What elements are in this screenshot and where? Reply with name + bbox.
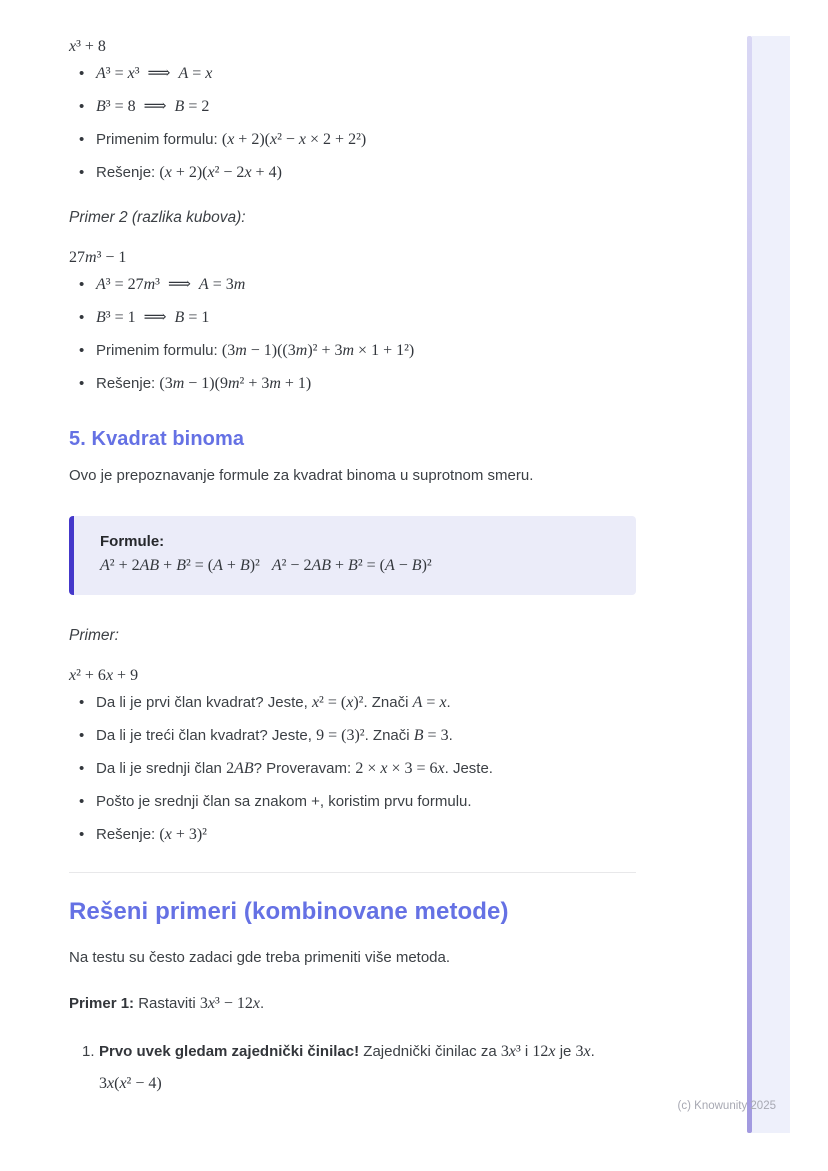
step-text: Rešenje: (96, 164, 160, 181)
math-step: 3x³ (500, 1043, 521, 1060)
step-text: i (520, 1043, 533, 1060)
list-item (69, 64, 636, 84)
math-step: (x + 3)² (159, 826, 207, 843)
math-step: 9 = (3)² (316, 727, 365, 744)
primer-1-text: Rastaviti (134, 995, 200, 1012)
list-item (69, 726, 636, 746)
expression-trinomial: x² + 6x + 9 (69, 667, 139, 684)
math-step: B³ = 8 ⟹ B = 2 (96, 98, 210, 115)
math-step: A³ = x³ ⟹ A = x (96, 65, 213, 82)
list-item (69, 374, 636, 394)
expression-sum-of-cubes: x³ + 8 (69, 38, 106, 55)
primer-1-label: Primer 1: (69, 995, 135, 1012)
list-item (69, 792, 636, 812)
math-step: 2AB (226, 760, 254, 777)
item-number: 1. (82, 1043, 95, 1060)
formula-square-plus: A² + 2AB + B² = (A + B)² (100, 557, 260, 574)
math-step: (x + 2)(x² − 2x + 4) (159, 164, 282, 181)
callout-title: Formule: (100, 533, 165, 550)
math-step: x² = (x)² (311, 694, 364, 711)
list-item (69, 693, 636, 713)
step-text: Da li je treći član kvadrat? Jeste, (96, 727, 317, 744)
step-text: Da li je prvi član kvadrat? Jeste, (96, 694, 312, 711)
list-item (69, 97, 636, 117)
step-text: . (590, 1043, 595, 1060)
step-text: ? Proveravam: (253, 760, 356, 777)
primer-1-line (69, 993, 636, 1014)
example-label: Primer: (69, 627, 119, 644)
list-item (69, 308, 636, 328)
step-text: . (448, 727, 453, 744)
example-2-label: Primer 2 (razlika kubova): (69, 209, 246, 226)
math-step: B³ = 1 ⟹ B = 1 (96, 309, 210, 326)
math-step: 3x (575, 1043, 591, 1060)
scrollbar-thumb[interactable] (747, 36, 752, 1133)
list-item (69, 341, 636, 361)
page-edge-panel (752, 36, 790, 1133)
step-text: Pošto je srednji član sa znakom +, koristim prvu formulu. (96, 793, 472, 810)
formula-square-minus: A² − 2AB + B² = (A − B)² (271, 557, 432, 574)
step-text: Rešenje: (96, 826, 160, 843)
math-step: (3m − 1)(9m² + 3m + 1) (159, 375, 312, 392)
step-text: Primenim formulu: (96, 342, 222, 359)
section-divider (69, 872, 636, 873)
section-intro: Na testu su često zadaci gde treba primeniti više metoda. (69, 949, 451, 966)
sum-of-cubes-steps (69, 64, 636, 183)
step-text: Rešenje: (96, 375, 160, 392)
step-result-expression: 3x(x² − 4) (99, 1075, 162, 1092)
section-heading-reseni-primeri: Rešeni primeri (kombinovane metode) (69, 898, 509, 925)
binomial-square-steps (69, 693, 636, 845)
list-item (69, 759, 636, 779)
step-emphasis: Prvo uvek gledam zajednički činilac! (99, 1043, 360, 1060)
expression-diff-of-cubes: 27m³ − 1 (69, 249, 127, 266)
formula-row (100, 557, 612, 575)
math-step: B = 3 (413, 727, 449, 744)
list-item (69, 825, 636, 845)
section-heading-kvadrat-binoma: 5. Kvadrat binoma (69, 428, 245, 450)
math-step: A³ = 27m³ ⟹ A = 3m (96, 276, 246, 293)
step-text: . Znači (363, 694, 413, 711)
step-text: Da li je srednji član (96, 760, 227, 777)
section-intro: Ovo je prepoznavanje formule za kvadrat binoma u suprotnom smeru. (69, 467, 534, 484)
copyright-watermark: (c) Knowunity 2025 (677, 1100, 776, 1112)
diff-of-cubes-steps (69, 275, 636, 394)
math-step: A = x (412, 694, 447, 711)
step-text: . (446, 694, 451, 711)
step-text: . Znači (364, 727, 414, 744)
math-step: (3m − 1)((3m)² + 3m × 1 + 1²) (221, 342, 415, 359)
step-text: je (555, 1043, 576, 1060)
math-step: 2 × x × 3 = 6x (355, 760, 445, 777)
primer-1-text: . (259, 995, 265, 1012)
math-step: 3x³ − 12x (199, 995, 260, 1012)
list-item (69, 130, 636, 150)
list-item (69, 163, 636, 183)
step-text: . Jeste. (444, 760, 493, 777)
step-text: Zajednički činilac za (359, 1043, 501, 1060)
formula-callout-box (69, 516, 636, 595)
list-item (69, 275, 636, 295)
solution-steps (69, 1041, 636, 1094)
math-step: 12x (532, 1043, 556, 1060)
math-step: (x + 2)(x² − x × 2 + 2²) (221, 131, 367, 148)
document-page (69, 0, 636, 1094)
numbered-item (69, 1041, 636, 1094)
step-text: Primenim formulu: (96, 131, 222, 148)
